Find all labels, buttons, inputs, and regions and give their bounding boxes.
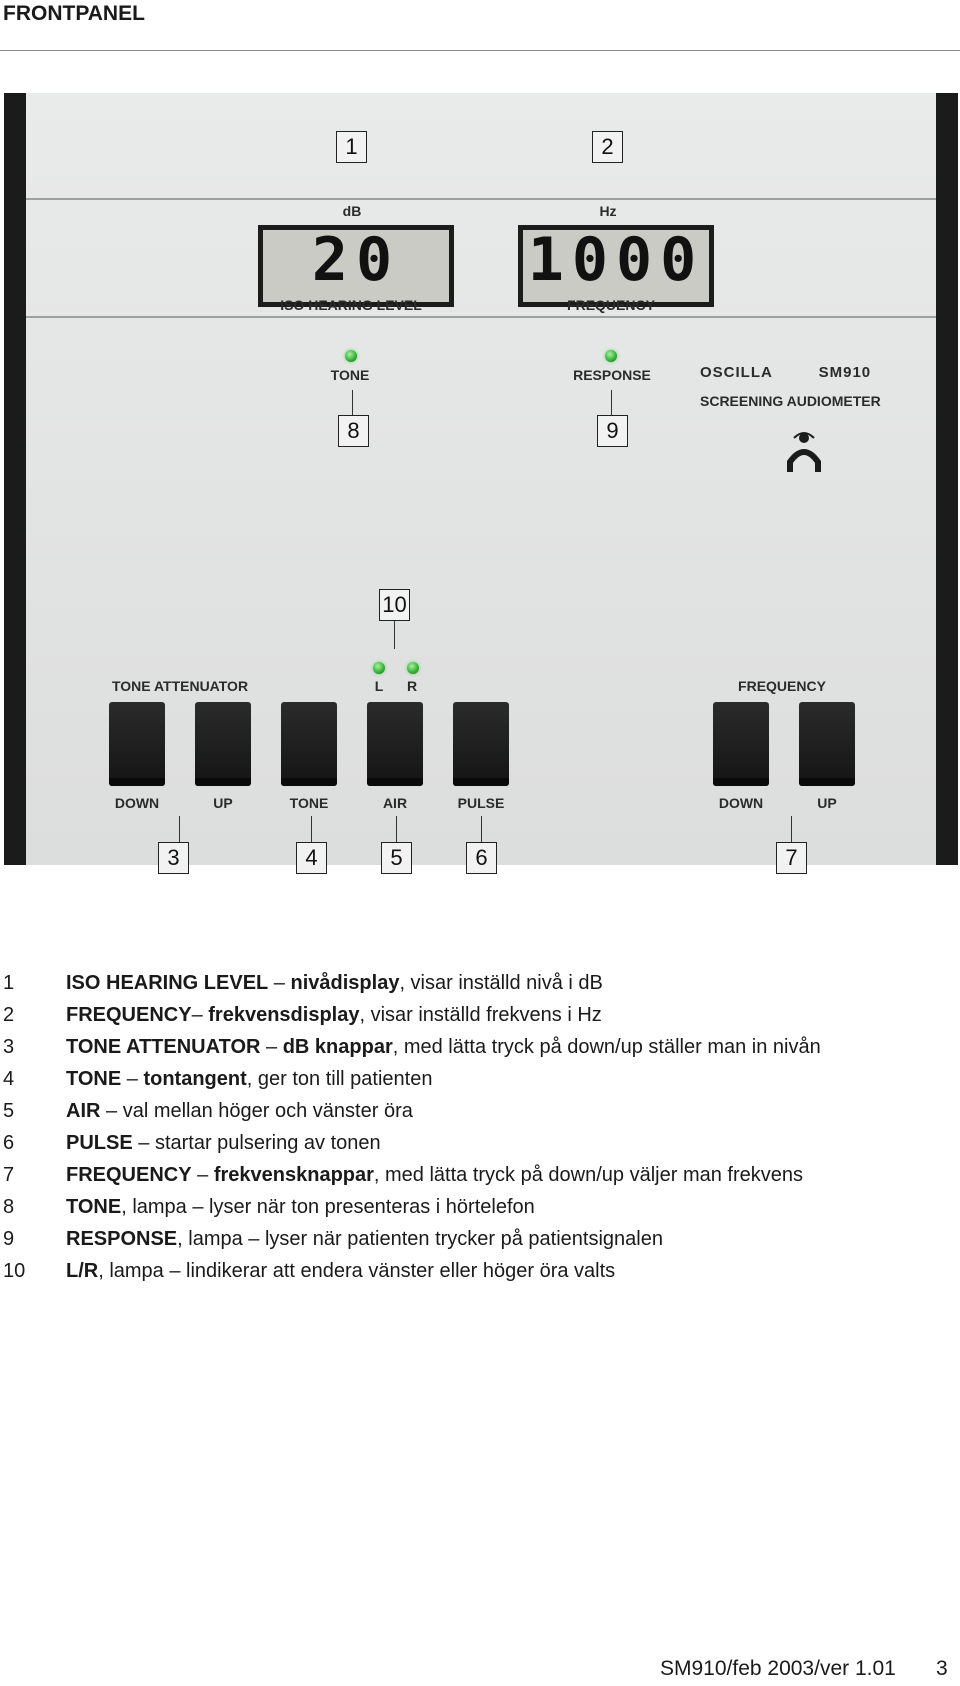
attenuator-down-key[interactable]	[109, 702, 165, 786]
callout-4: 4	[296, 842, 327, 874]
tone-lamp	[345, 350, 357, 362]
left-ear-label: L	[374, 678, 384, 694]
db-unit-label: dB	[342, 203, 362, 219]
brand-logo	[700, 364, 871, 381]
frequency-display	[518, 225, 714, 307]
callout-2: 2	[592, 131, 623, 163]
tone-key[interactable]	[281, 702, 337, 786]
list-item: 3 TONE ATTENUATOR – dB knappar, med lätta tryck på down/up ställer man in nivån	[3, 1036, 821, 1058]
panel-divider-top	[26, 198, 936, 200]
callout-8: 8	[338, 415, 369, 447]
list-item: 2 FREQUENCY– frekvensdisplay, visar inställd frekvens i Hz	[3, 1004, 602, 1026]
frequency-keys-label: FREQUENCY	[738, 678, 826, 694]
list-item: 9 RESPONSE, lampa – lyser när patienten trycker på patientsignalen	[3, 1228, 663, 1250]
title-divider	[0, 50, 960, 51]
list-item: 5 AIR – val mellan höger och vänster öra	[3, 1100, 413, 1122]
hz-unit-label: Hz	[599, 203, 617, 219]
list-item: 6 PULSE – startar pulsering av tonen	[3, 1132, 381, 1154]
tone-attenuator-label: TONE ATTENUATOR	[111, 678, 249, 694]
callout-1: 1	[336, 131, 367, 163]
left-ear-lamp	[373, 662, 385, 674]
panel-divider-middle	[26, 316, 936, 318]
callout-7: 7	[776, 842, 807, 874]
list-item: 7 FREQUENCY – frekvensknappar, med lätta tryck på down/up väljer man frekvens	[3, 1164, 803, 1186]
panel-side-bar-right	[936, 93, 958, 865]
callout-7-line	[791, 816, 792, 844]
callout-3-line	[179, 816, 180, 844]
key-label-down: DOWN	[114, 795, 160, 811]
callout-6-line	[481, 816, 482, 844]
response-lamp	[605, 350, 617, 362]
headphone-icon	[784, 428, 824, 476]
frequency-readout: 1000	[523, 230, 709, 302]
callout-10: 10	[379, 589, 410, 621]
level-readout: 20	[263, 230, 449, 302]
document-reference: SM910/feb 2003/ver 1.01	[660, 1657, 896, 1680]
brand-name: OSCILLA	[700, 364, 773, 381]
list-item: 8 TONE, lampa – lyser när ton presenteras i hörtelefon	[3, 1196, 535, 1218]
callout-4-line	[311, 816, 312, 844]
key-label-air: AIR	[382, 795, 408, 811]
list-item: 10 L/R, lampa – lindikerar att endera vänster eller höger öra valts	[3, 1260, 616, 1282]
response-lamp-label: RESPONSE	[573, 367, 651, 383]
tone-lamp-label: TONE	[330, 367, 370, 383]
callout-6: 6	[466, 842, 497, 874]
iso-hearing-level-label: ISO HEARING LEVEL	[280, 297, 422, 313]
frequency-display-label: FREQUENCY	[567, 297, 655, 313]
callout-5: 5	[381, 842, 412, 874]
callout-8-line	[352, 390, 353, 418]
key-label-frequency-up: UP	[817, 795, 837, 811]
right-ear-label: R	[406, 678, 418, 694]
frequency-up-key[interactable]	[799, 702, 855, 786]
frequency-down-key[interactable]	[713, 702, 769, 786]
section-title: FRONTPANEL	[3, 2, 145, 25]
list-item: 4 TONE – tontangent, ger ton till patienten	[3, 1068, 433, 1090]
list-item: 1 ISO HEARING LEVEL – nivådisplay, visar inställd nivå i dB	[3, 972, 603, 994]
callout-9-line	[611, 390, 612, 418]
panel-side-bar-left	[4, 93, 26, 865]
key-label-pulse: PULSE	[457, 795, 505, 811]
callout-5-line	[396, 816, 397, 844]
pulse-key[interactable]	[453, 702, 509, 786]
right-ear-lamp	[407, 662, 419, 674]
callout-3: 3	[158, 842, 189, 874]
callout-10-line	[394, 621, 395, 649]
key-label-frequency-down: DOWN	[718, 795, 764, 811]
callout-9: 9	[597, 415, 628, 447]
key-label-tone: TONE	[289, 795, 329, 811]
page-number: 3	[936, 1657, 948, 1680]
iso-hearing-level-display	[258, 225, 454, 307]
attenuator-up-key[interactable]	[195, 702, 251, 786]
key-label-up: UP	[213, 795, 233, 811]
product-type-label: SCREENING AUDIOMETER	[700, 393, 881, 409]
air-key[interactable]	[367, 702, 423, 786]
model-name: SM910	[818, 364, 872, 381]
